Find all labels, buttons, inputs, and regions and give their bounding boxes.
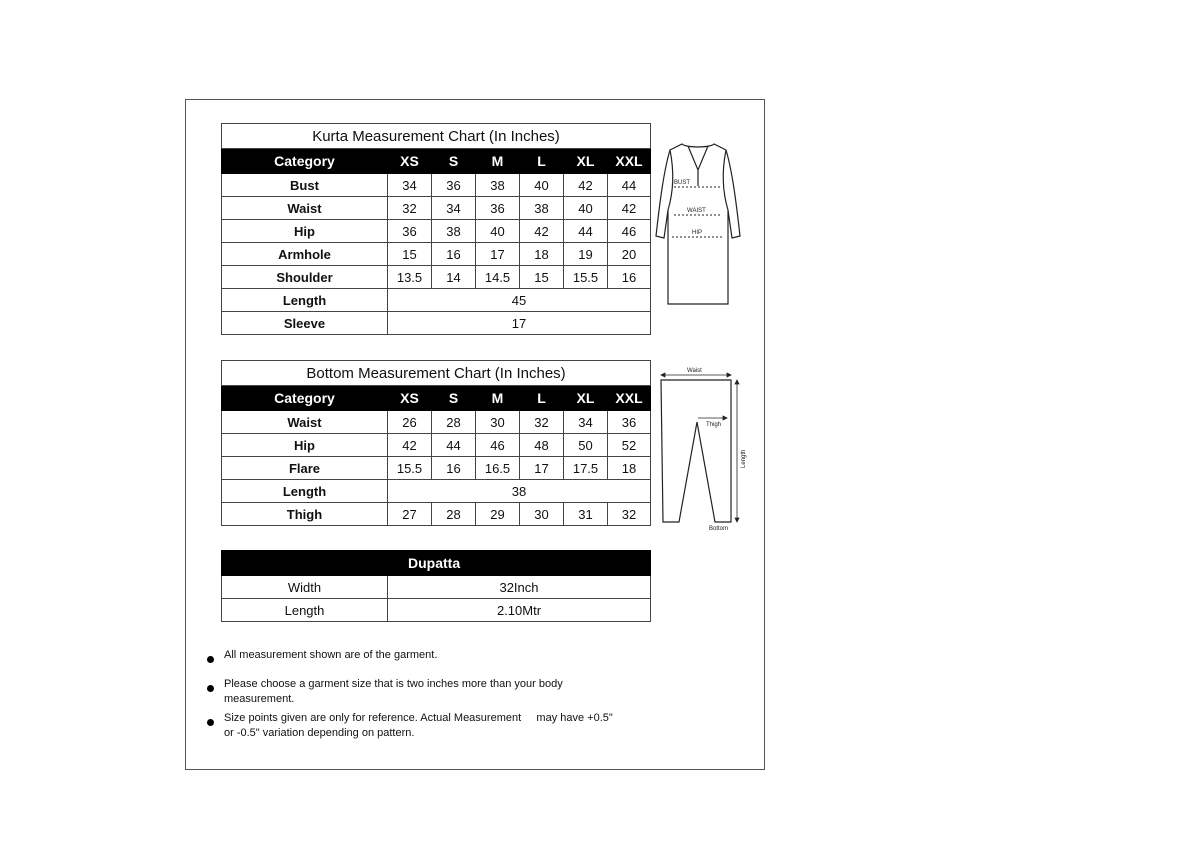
value-cell: 46 [608,220,651,243]
table-row [222,599,651,622]
value-cell: 2.10Mtr [388,599,651,622]
header-cell: S [432,386,476,411]
value-cell: 16 [608,266,651,289]
table-row [222,480,651,503]
kurta-measurement-table [221,123,651,335]
table-row [222,220,651,243]
value-cell: 42 [564,174,608,197]
value-cell: 40 [520,174,564,197]
length-label: Length [741,449,747,468]
value-cell: 15.5 [388,457,432,480]
bottom-illustration [655,364,750,534]
value-cell: 52 [608,434,651,457]
kurta-table-title: Kurta Measurement Chart (In Inches) [222,124,651,149]
table-row [222,434,651,457]
value-cell: 36 [388,220,432,243]
value-cell: 18 [520,243,564,266]
value-cell: 17 [476,243,520,266]
merged-value-cell: 45 [388,289,651,312]
header-cell: M [476,149,520,174]
value-cell: 40 [476,220,520,243]
note-line: Size points given are only for reference. Actual Measurement may have +0.5" [224,712,613,724]
header-cell: S [432,149,476,174]
table-row [222,197,651,220]
header-cell: L [520,149,564,174]
value-cell: 28 [432,503,476,526]
table-row [222,266,651,289]
dupatta-measurement-table [221,550,651,622]
table-row [222,503,651,526]
table-row [222,411,651,434]
value-cell: 15.5 [564,266,608,289]
row-label: Flare [222,457,388,480]
note-item [205,648,655,663]
value-cell: 38 [476,174,520,197]
row-label: Bust [222,174,388,197]
value-cell: 36 [608,411,651,434]
bottom-hem-label: Bottom [709,526,729,532]
row-label: Armhole [222,243,388,266]
dupatta-header-row [222,551,651,576]
row-label: Length [222,599,388,622]
header-cell: XS [388,386,432,411]
header-cell: Category [222,386,388,411]
value-cell: 16 [432,243,476,266]
row-label: Length [222,289,388,312]
table-row [222,457,651,480]
row-label: Shoulder [222,266,388,289]
value-cell: 32 [388,197,432,220]
row-label: Hip [222,434,388,457]
value-cell: 42 [520,220,564,243]
value-cell: 18 [608,457,651,480]
value-cell: 31 [564,503,608,526]
value-cell: 34 [388,174,432,197]
waist-label: WAIST [687,208,706,214]
value-cell: 46 [476,434,520,457]
value-cell: 34 [432,197,476,220]
header-cell: XL [564,149,608,174]
value-cell: 14.5 [476,266,520,289]
value-cell: 17.5 [564,457,608,480]
header-cell: Category [222,149,388,174]
header-cell: L [520,386,564,411]
bullet-icon [207,656,214,663]
value-cell: 48 [520,434,564,457]
value-cell: 15 [520,266,564,289]
kurta-illustration [652,140,744,308]
table-row [222,243,651,266]
bust-label: BUST [674,180,691,186]
bullet-icon [207,685,214,692]
dupatta-title: Dupatta [388,551,651,576]
value-cell: 44 [564,220,608,243]
waist-label: Waist [687,368,702,374]
value-cell: 16 [432,457,476,480]
note-line: measurement. [224,693,295,705]
note-line: All measurement shown are of the garment. [224,649,438,661]
value-cell: 13.5 [388,266,432,289]
value-cell: 34 [564,411,608,434]
value-cell: 15 [388,243,432,266]
note-item [205,711,655,741]
header-cell: XL [564,386,608,411]
value-cell: 16.5 [476,457,520,480]
value-cell: 20 [608,243,651,266]
header-cell: XXL [608,386,651,411]
value-cell: 38 [520,197,564,220]
bottom-header-row [222,386,651,411]
value-cell: 32 [608,503,651,526]
bullet-icon [207,719,214,726]
header-cell: XXL [608,149,651,174]
thigh-label: Thigh [706,422,722,428]
row-label: Waist [222,411,388,434]
header-cell: M [476,386,520,411]
bottom-measurement-table [221,360,651,526]
table-row [222,576,651,599]
row-label: Waist [222,197,388,220]
row-label: Sleeve [222,312,388,335]
value-cell: 26 [388,411,432,434]
table-row [222,289,651,312]
row-label: Thigh [222,503,388,526]
value-cell: 42 [608,197,651,220]
row-label: Length [222,480,388,503]
value-cell: 28 [432,411,476,434]
value-cell: 38 [432,220,476,243]
value-cell: 29 [476,503,520,526]
value-cell: 27 [388,503,432,526]
value-cell: 50 [564,434,608,457]
value-cell: 17 [520,457,564,480]
merged-value-cell: 38 [388,480,651,503]
table-row [222,312,651,335]
notes-list [205,648,655,751]
bottom-table-title: Bottom Measurement Chart (In Inches) [222,361,651,386]
row-label: Width [222,576,388,599]
note-line: or -0.5" variation depending on pattern. [224,727,415,739]
table-row [222,174,651,197]
row-label: Hip [222,220,388,243]
note-item [205,677,655,707]
value-cell: 19 [564,243,608,266]
value-cell: 32 [520,411,564,434]
value-cell: 32Inch [388,576,651,599]
value-cell: 14 [432,266,476,289]
value-cell: 44 [432,434,476,457]
kurta-header-row [222,149,651,174]
value-cell: 30 [476,411,520,434]
value-cell: 42 [388,434,432,457]
hip-label: HIP [692,230,703,236]
header-cell: XS [388,149,432,174]
merged-value-cell: 17 [388,312,651,335]
note-line: Please choose a garment size that is two inches more than your body [224,678,563,690]
value-cell: 40 [564,197,608,220]
value-cell: 44 [608,174,651,197]
value-cell: 36 [432,174,476,197]
value-cell: 30 [520,503,564,526]
value-cell: 36 [476,197,520,220]
